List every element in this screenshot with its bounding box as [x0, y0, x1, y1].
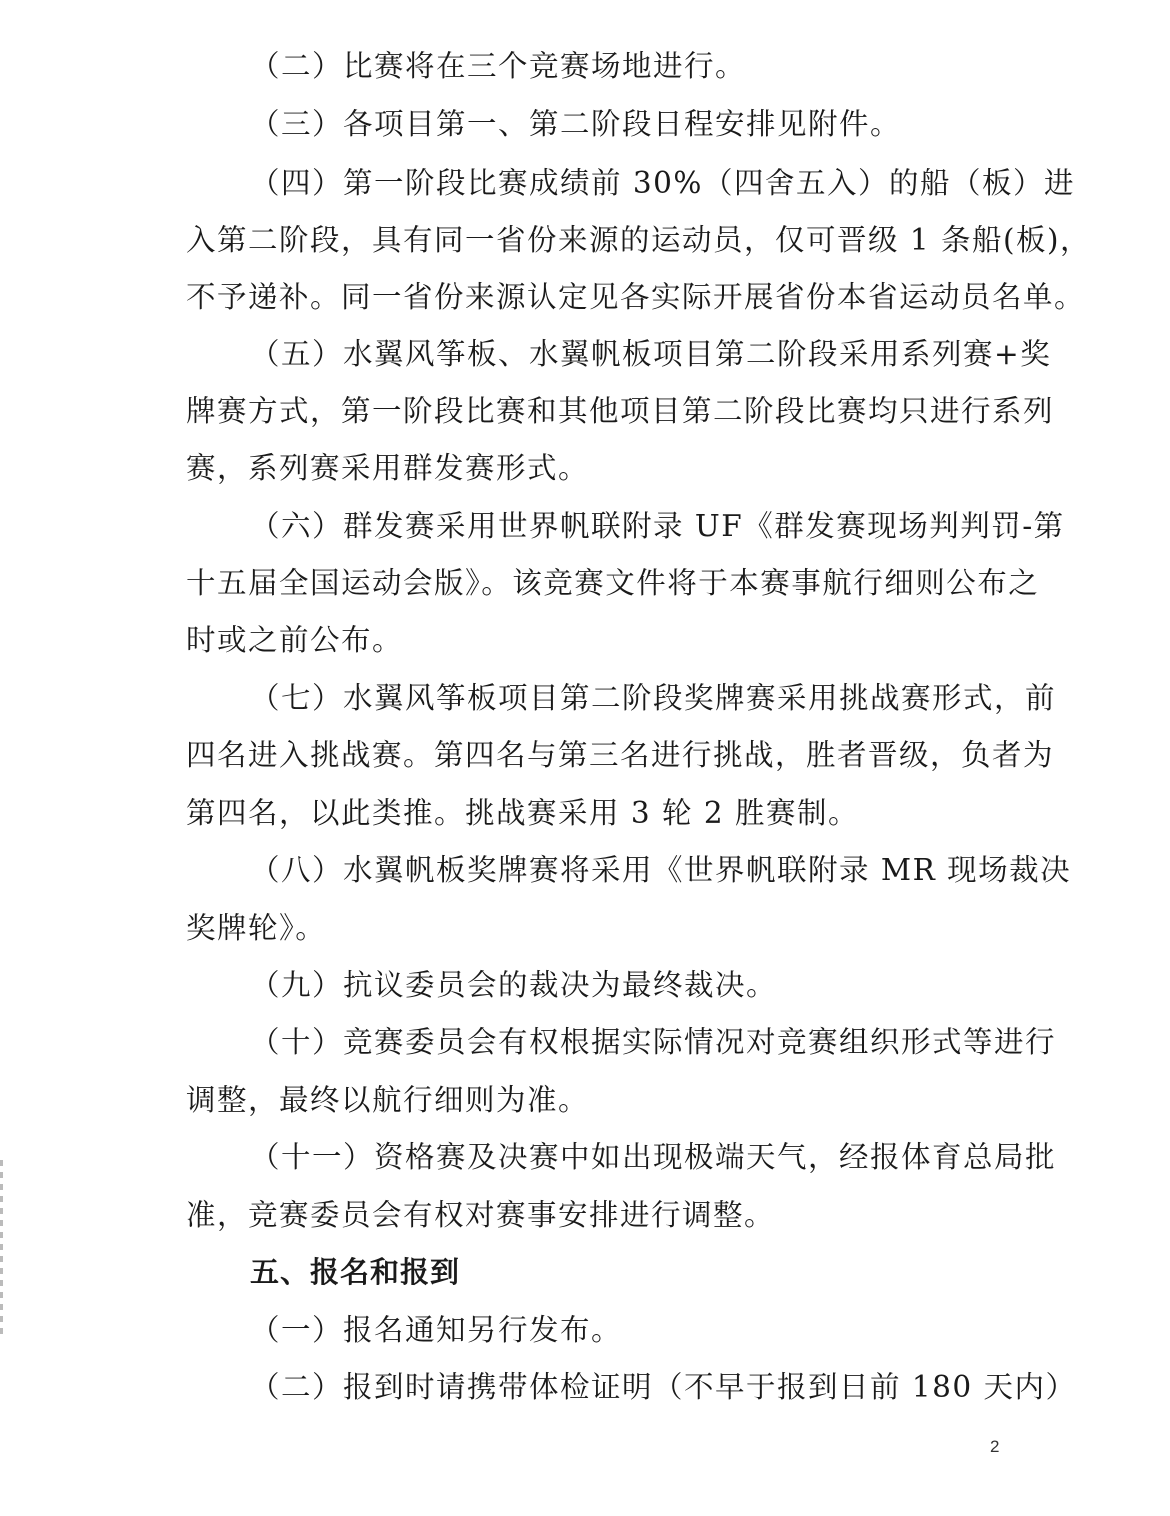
scan-edge-mark — [0, 1160, 3, 1340]
paragraph-line: 第四名，以此类推。挑战赛采用 3 轮 2 胜赛制。 — [186, 796, 860, 830]
paragraph-line: （一）报名通知另行发布。 — [250, 1313, 623, 1347]
paragraph-line: 时或之前公布。 — [186, 623, 404, 657]
paragraph-line: 牌赛方式，第一阶段比赛和其他项目第二阶段比赛均只进行系列 — [186, 394, 1055, 428]
paragraph-line: （二）报到时请携带体检证明（不早于报到日前 180 天内） — [250, 1370, 1077, 1404]
paragraph-line: 调整，最终以航行细则为准。 — [186, 1083, 590, 1117]
paragraph-line: （七）水翼风筝板项目第二阶段奖牌赛采用挑战赛形式，前 — [250, 681, 1057, 715]
page-number: 2 — [990, 1437, 1000, 1456]
paragraph-line: （十）竞赛委员会有权根据实际情况对竞赛组织形式等进行 — [250, 1025, 1057, 1059]
paragraph-line: 赛，系列赛采用群发赛形式。 — [186, 451, 590, 485]
section-heading: 五、报名和报到 — [250, 1255, 461, 1289]
paragraph-line: 不予递补。同一省份来源认定见各实际开展省份本省运动员名单。 — [186, 280, 1086, 314]
paragraph-line: 奖牌轮》。 — [186, 911, 327, 945]
paragraph-line: （五）水翼风筝板、水翼帆板项目第二阶段采用系列赛+奖 — [250, 337, 1052, 371]
paragraph-line: （八）水翼帆板奖牌赛将采用《世界帆联附录 MR 现场裁决 — [250, 853, 1072, 887]
paragraph-line: 十五届全国运动会版》。该竞赛文件将于本赛事航行细则公布之 — [186, 566, 1040, 600]
paragraph-line: （九）抗议委员会的裁决为最终裁决。 — [250, 968, 778, 1002]
paragraph-line: 四名进入挑战赛。第四名与第三名进行挑战，胜者晋级，负者为 — [186, 738, 1055, 772]
paragraph-line: 准，竞赛委员会有权对赛事安排进行调整。 — [186, 1198, 776, 1232]
paragraph-line: 入第二阶段，具有同一省份来源的运动员，仅可晋级 1 条船(板)， — [186, 223, 1092, 257]
paragraph-line: （十一）资格赛及决赛中如出现极端天气，经报体育总局批 — [250, 1140, 1057, 1174]
paragraph-line: （三）各项目第一、第二阶段日程安排见附件。 — [250, 107, 902, 141]
paragraph-line: （六）群发赛采用世界帆联附录 UF《群发赛现场判判罚-第 — [250, 509, 1065, 543]
paragraph-line: （四）第一阶段比赛成绩前 30%（四舍五入）的船（板）进 — [250, 166, 1075, 200]
paragraph-line: （二）比赛将在三个竞赛场地进行。 — [250, 49, 747, 83]
